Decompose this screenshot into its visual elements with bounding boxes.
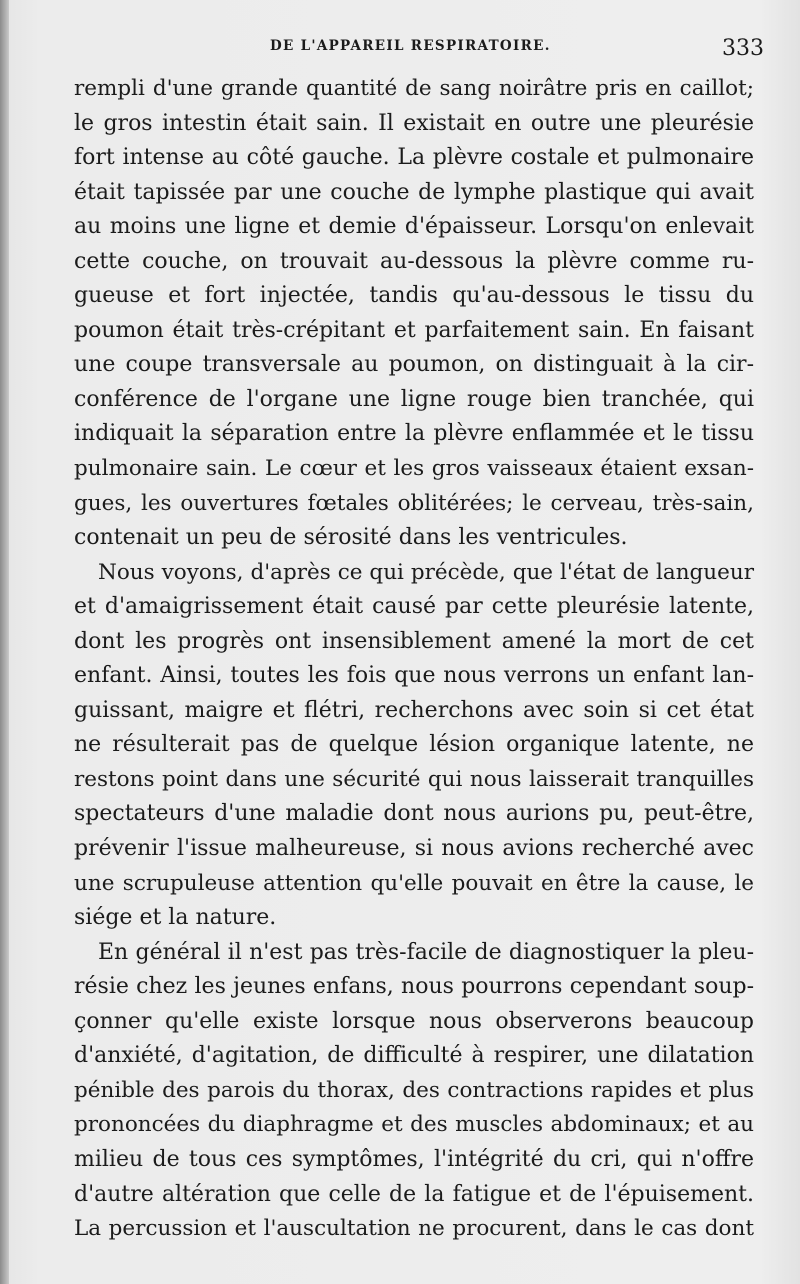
text-line: fort intense au côté gauche. La plèvre costale et pulmonaire: [74, 145, 754, 171]
body-text: [74, 72, 754, 1247]
text-line: guissant, maigre et flétri, recherchons avec soin si cet état: [74, 697, 754, 723]
text-line: une coupe transversale au poumon, on distinguait à la cir-: [74, 352, 754, 378]
text-line: milieu de tous ces symptômes, l'intégrité du cri, qui n'offre: [74, 1146, 754, 1172]
text-line: enfant. Ainsi, toutes les fois que nous verrons un enfant lan-: [74, 663, 754, 689]
text-line: poumon était très-crépitant et parfaitement sain. En faisant: [74, 317, 754, 343]
text-line: pénible des parois du thorax, des contractions rapides et plus: [74, 1077, 754, 1103]
text-line: ne résulterait pas de quelque lésion organique latente, ne: [74, 732, 754, 758]
text-line: prononcées du diaphragme et des muscles abdominaux; et au: [74, 1112, 754, 1138]
text-line: prévenir l'issue malheureuse, si nous avions recherché avec: [74, 836, 754, 862]
text-line: conférence de l'organe une ligne rouge bien tranchée, qui: [74, 386, 754, 412]
text-line: contenait un peu de sérosité dans les ventricules.: [74, 525, 628, 551]
page-number: 333: [722, 36, 764, 61]
page-header: [0, 36, 800, 60]
text-line: çonner qu'elle existe lorsque nous observerons beaucoup: [74, 1008, 754, 1034]
text-line: pulmonaire sain. Le cœur et les gros vaisseaux étaient exsan-: [74, 456, 754, 482]
running-head: DE L'APPAREIL RESPIRATOIRE.: [270, 38, 551, 54]
text-line: indiquait la séparation entre la plèvre enflammée et le tissu: [74, 421, 754, 447]
text-line: En général il n'est pas très-facile de diagnostiquer la pleu-: [98, 939, 754, 965]
text-line: cette couche, on trouvait au-dessous la plèvre comme ru-: [74, 248, 754, 274]
text-line: au moins une ligne et demie d'épaisseur. Lorsqu'on enlevait: [74, 214, 754, 240]
text-line: était tapissée par une couche de lymphe plastique qui avait: [74, 179, 754, 205]
text-line: gueuse et fort injectée, tandis qu'au-dessous le tissu du: [74, 283, 754, 309]
text-line: gues, les ouvertures fœtales oblitérées; le cerveau, très-sain,: [74, 490, 754, 516]
text-line: restons point dans une sécurité qui nous laisserait tranquilles: [74, 766, 754, 792]
text-line: spectateurs d'une maladie dont nous aurions pu, peut-être,: [74, 801, 754, 827]
text-line: d'autre altération que celle de la fatigue et de l'épuisement.: [74, 1181, 754, 1207]
text-line: dont les progrès ont insensiblement amené la mort de cet: [74, 628, 754, 654]
text-line: le gros intestin était sain. Il existait en outre une pleurésie: [74, 110, 754, 136]
text-line: d'anxiété, d'agitation, de difficulté à respirer, une dilatation: [74, 1043, 754, 1069]
page-gutter-shadow: [0, 0, 9, 1284]
text-line: résie chez les jeunes enfans, nous pourrons cependant soup-: [74, 974, 754, 1000]
text-line: siége et la nature.: [74, 905, 277, 931]
text-line: La percussion et l'auscultation ne procurent, dans le cas dont: [74, 1216, 754, 1242]
text-line: Nous voyons, d'après ce qui précède, que l'état de langueur: [98, 559, 754, 585]
text-line: une scrupuleuse attention qu'elle pouvait en être la cause, le: [74, 870, 754, 896]
text-line: et d'amaigrissement était causé par cette pleurésie latente,: [74, 594, 754, 620]
text-line: rempli d'une grande quantité de sang noirâtre pris en caillot;: [74, 76, 754, 101]
